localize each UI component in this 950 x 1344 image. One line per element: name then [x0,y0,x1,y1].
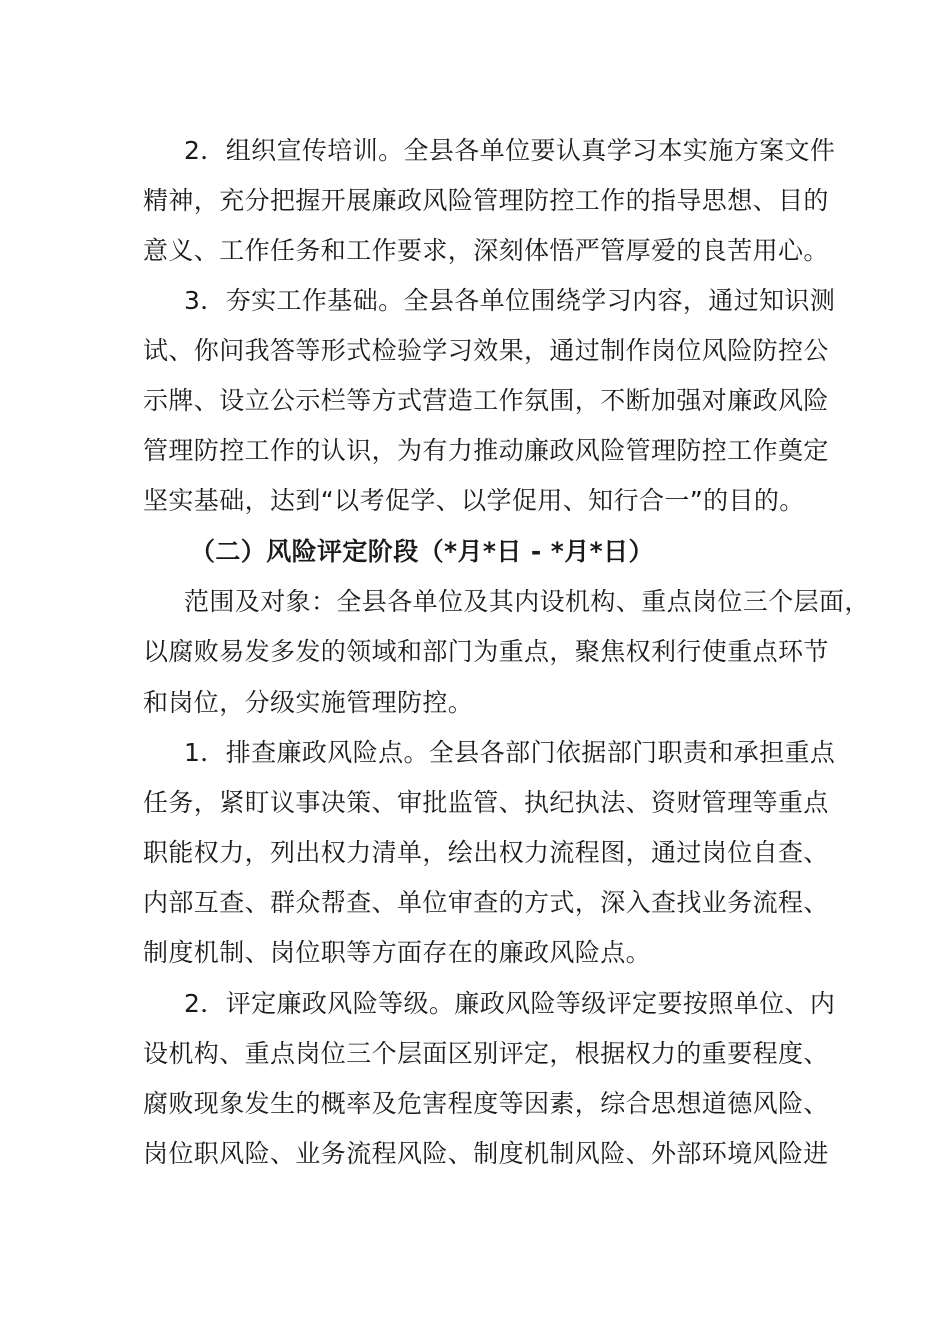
paragraph-line: 制度机制、岗位职等方面存在的廉政风险点。 [143,938,652,967]
paragraph-line: 设机构、重点岗位三个层面区别评定，根据权力的重要程度、 [143,1039,829,1068]
paragraph-line: 以腐败易发多发的领域和部门为重点，聚焦权利行使重点环节 [143,637,829,666]
paragraph-line: 坚实基础，达到“以考促学、以学促用、知行合一”的目的。 [143,486,805,515]
paragraph-line: 岗位职风险、业务流程风险、制度机制风险、外部环境风险进 [143,1139,829,1168]
paragraph-line: 1．排查廉政风险点。全县各部门依据部门职责和承担重点 [184,738,836,767]
paragraph-line: 管理防控工作的认识，为有力推动廉政风险管理防控工作奠定 [143,436,829,465]
section-heading: （二）风险评定阶段（*月*日 - *月*日） [190,537,654,566]
paragraph-line: 任务，紧盯议事决策、审批监管、执纪执法、资财管理等重点 [143,788,829,817]
paragraph-line: 3．夯实工作基础。全县各单位围绕学习内容，通过知识测 [184,286,836,315]
paragraph-line: 精神，充分把握开展廉政风险管理防控工作的指导思想、目的 [143,186,829,215]
paragraph-line: 2．组织宣传培训。全县各单位要认真学习本实施方案文件 [184,136,836,165]
paragraph-line: 范围及对象：全县各单位及其内设机构、重点岗位三个层面， [184,587,870,616]
paragraph-line: 和岗位，分级实施管理防控。 [143,688,474,717]
paragraph-line: 内部互查、群众帮查、单位审查的方式，深入查找业务流程、 [143,888,829,917]
paragraph-line: 试、你问我答等形式检验学习效果，通过制作岗位风险防控公 [143,336,829,365]
paragraph-line: 腐败现象发生的概率及危害程度等因素，综合思想道德风险、 [143,1089,829,1118]
paragraph-line: 职能权力，列出权力清单，绘出权力流程图，通过岗位自查、 [143,838,829,867]
paragraph-line: 2．评定廉政风险等级。廉政风险等级评定要按照单位、内 [184,989,836,1018]
paragraph-line: 意义、工作任务和工作要求，深刻体悟严管厚爱的良苦用心。 [143,236,829,265]
paragraph-line: 示牌、设立公示栏等方式营造工作氛围，不断加强对廉政风险 [143,386,829,415]
